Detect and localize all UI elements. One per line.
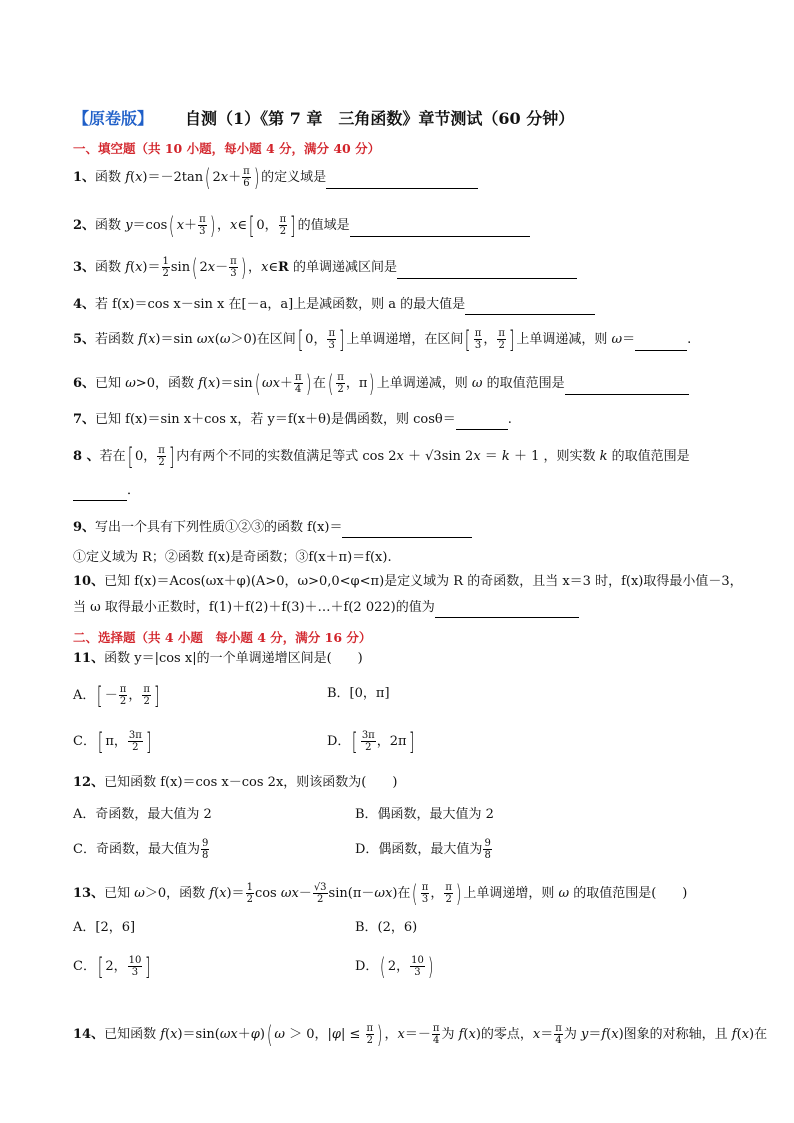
answer-blank[interactable] [635, 336, 687, 351]
question-10: 10、已知 f(x)＝Acos(ωx＋φ)(A>0，ω>0,0<φ<π)是定义域为 R 的奇函数，且当 x＝3 时，f(x)取得最小值－3， [73, 574, 743, 589]
q13-option-c[interactable]: C．[ 2， $\frac{10}{3}$ ] [73, 952, 151, 981]
q12-option-b[interactable]: B．偶函数，最大值为 2 [355, 807, 494, 822]
question-9-conditions: ①定义域为 R；②函数 f(x)是奇函数；③f(x＋π)＝f(x). [73, 550, 392, 565]
answer-blank[interactable] [465, 300, 595, 315]
question-7: 7、已知 f(x)＝sin x＋cos x，若 y＝f(x＋θ)是偶函数，则 cosθ＝ . [73, 410, 512, 430]
title-main: 自测（1）《第 7 章 三角函数》章节测试（60 分钟） [185, 109, 575, 128]
answer-blank[interactable] [73, 486, 127, 501]
question-11: 11、函数 y＝|cos x|的一个单调递增区间是( ) [73, 651, 363, 666]
question-14: 14、已知函数 f(x)＝sin(ωx＋φ)( ω ＞ 0，|φ| ≤ $\frac{\pi}{2}$ ) ，x＝－ $\frac{\pi}{4}$ 为 f(x)的零点，x＝ $\frac{\pi}{4}$ 为 y＝f(x)图象的对称轴，且 f(x)在 [73, 1020, 768, 1049]
q12-option-d[interactable]: D．偶函数，最大值为 $\frac{9}{8}$ [355, 838, 491, 861]
question-12: 12、已知函数 f(x)＝cos x－cos 2x，则该函数为( ) [73, 775, 398, 790]
edition-tag: 【原卷版】 [73, 109, 154, 128]
question-13: 13、已知 ω＞0，函数 f(x)＝ $\frac{1}{2}$ cos ωx－ $\frac{√3}{2}$ sin(π－ωx)在( $\frac{\pi}{3}$ ， $\frac{\pi}{2}$ ) 上单调递增，则 ω 的取值范围是( ) [73, 879, 688, 908]
question-4: 4、若 f(x)＝cos x－sin x 在[－a，a]上是减函数，则 a 的最大值是 [73, 295, 595, 315]
q12-option-c[interactable]: C．奇函数，最大值为 $\frac{9}{8}$ [73, 838, 209, 861]
q11-option-b[interactable]: B．[0，π] [327, 686, 390, 701]
question-6: 6、已知 ω>0，函数 f(x)＝sin( ωx＋ $\frac{\pi}{4}$ ) 在( $\frac{\pi}{2}$ ，π) 上单调递减，则 ω 的取值范围是 [73, 372, 689, 395]
question-1: 1、函数 f(x)＝－2tan( 2x＋ $\frac{\pi}{6}$ ) 的定义域是 [73, 166, 478, 189]
question-9: 9、写出一个具有下列性质①②③的函数 f(x)＝ [73, 518, 472, 538]
question-10-cont: 当 ω 取得最小正数时，f(1)＋f(2)＋f(3)＋…＋f(2 022)的值为 [73, 598, 579, 618]
answer-blank[interactable] [342, 523, 472, 538]
question-8: 8 、若在[ 0， $\frac{\pi}{2}$ ] 内有两个不同的实数值满足等式 cos 2x ＋ √3sin 2x ＝ k ＋ 1 ，则实数 k 的取值范围是 [73, 442, 690, 471]
page-title [73, 106, 574, 129]
answer-blank[interactable] [326, 174, 478, 189]
q13-option-b[interactable]: B．(2，6) [355, 920, 418, 935]
q11-option-d[interactable]: D．[ $\frac{3\pi}{2}$ ，2π] [327, 727, 415, 756]
answer-blank[interactable] [397, 264, 577, 279]
q11-option-a[interactable]: A．[ － $\frac{\pi}{2}$ ， $\frac{\pi}{2}$ ] [73, 681, 160, 710]
q11-option-c[interactable]: C．[ π， $\frac{3\pi}{2}$ ] [73, 727, 152, 756]
q13-option-a[interactable]: A．[2，6] [73, 920, 136, 935]
section-choice-heading: 二、选择题（共 4 小题 每小题 4 分，满分 16 分） [73, 630, 372, 645]
section-fill-heading: 一、填空题（共 10 小题，每小题 4 分，满分 40 分） [73, 141, 381, 156]
answer-blank[interactable] [350, 222, 530, 237]
answer-blank[interactable] [565, 380, 689, 395]
question-8-blank: ． [73, 481, 140, 501]
question-5: 5、若函数 f(x)＝sin ωx(ω＞0)在区间[ 0， $\frac{\pi}{3}$ ] 上单调递增，在区间[ $\frac{\pi}{3}$ ， $\frac{\pi}{2}$ ] 上单调递减，则 ω＝ . [73, 325, 692, 354]
answer-blank[interactable] [435, 603, 579, 618]
question-3: 3、函数 f(x)＝ $\frac{1}{2}$ sin( 2x－ $\frac{\pi}{3}$ ) ，x∈R 的单调递减区间是 [73, 256, 577, 279]
answer-blank[interactable] [456, 415, 508, 430]
q12-option-a[interactable]: A．奇函数，最大值为 2 [73, 807, 212, 822]
question-2: 2、函数 y＝cos( x＋ $\frac{\pi}{3}$ ) ，x∈[ 0， $\frac{\pi}{2}$ ] 的值域是 [73, 214, 530, 237]
q13-option-d[interactable]: D．( 2， $\frac{10}{3}$ ) [355, 952, 434, 981]
